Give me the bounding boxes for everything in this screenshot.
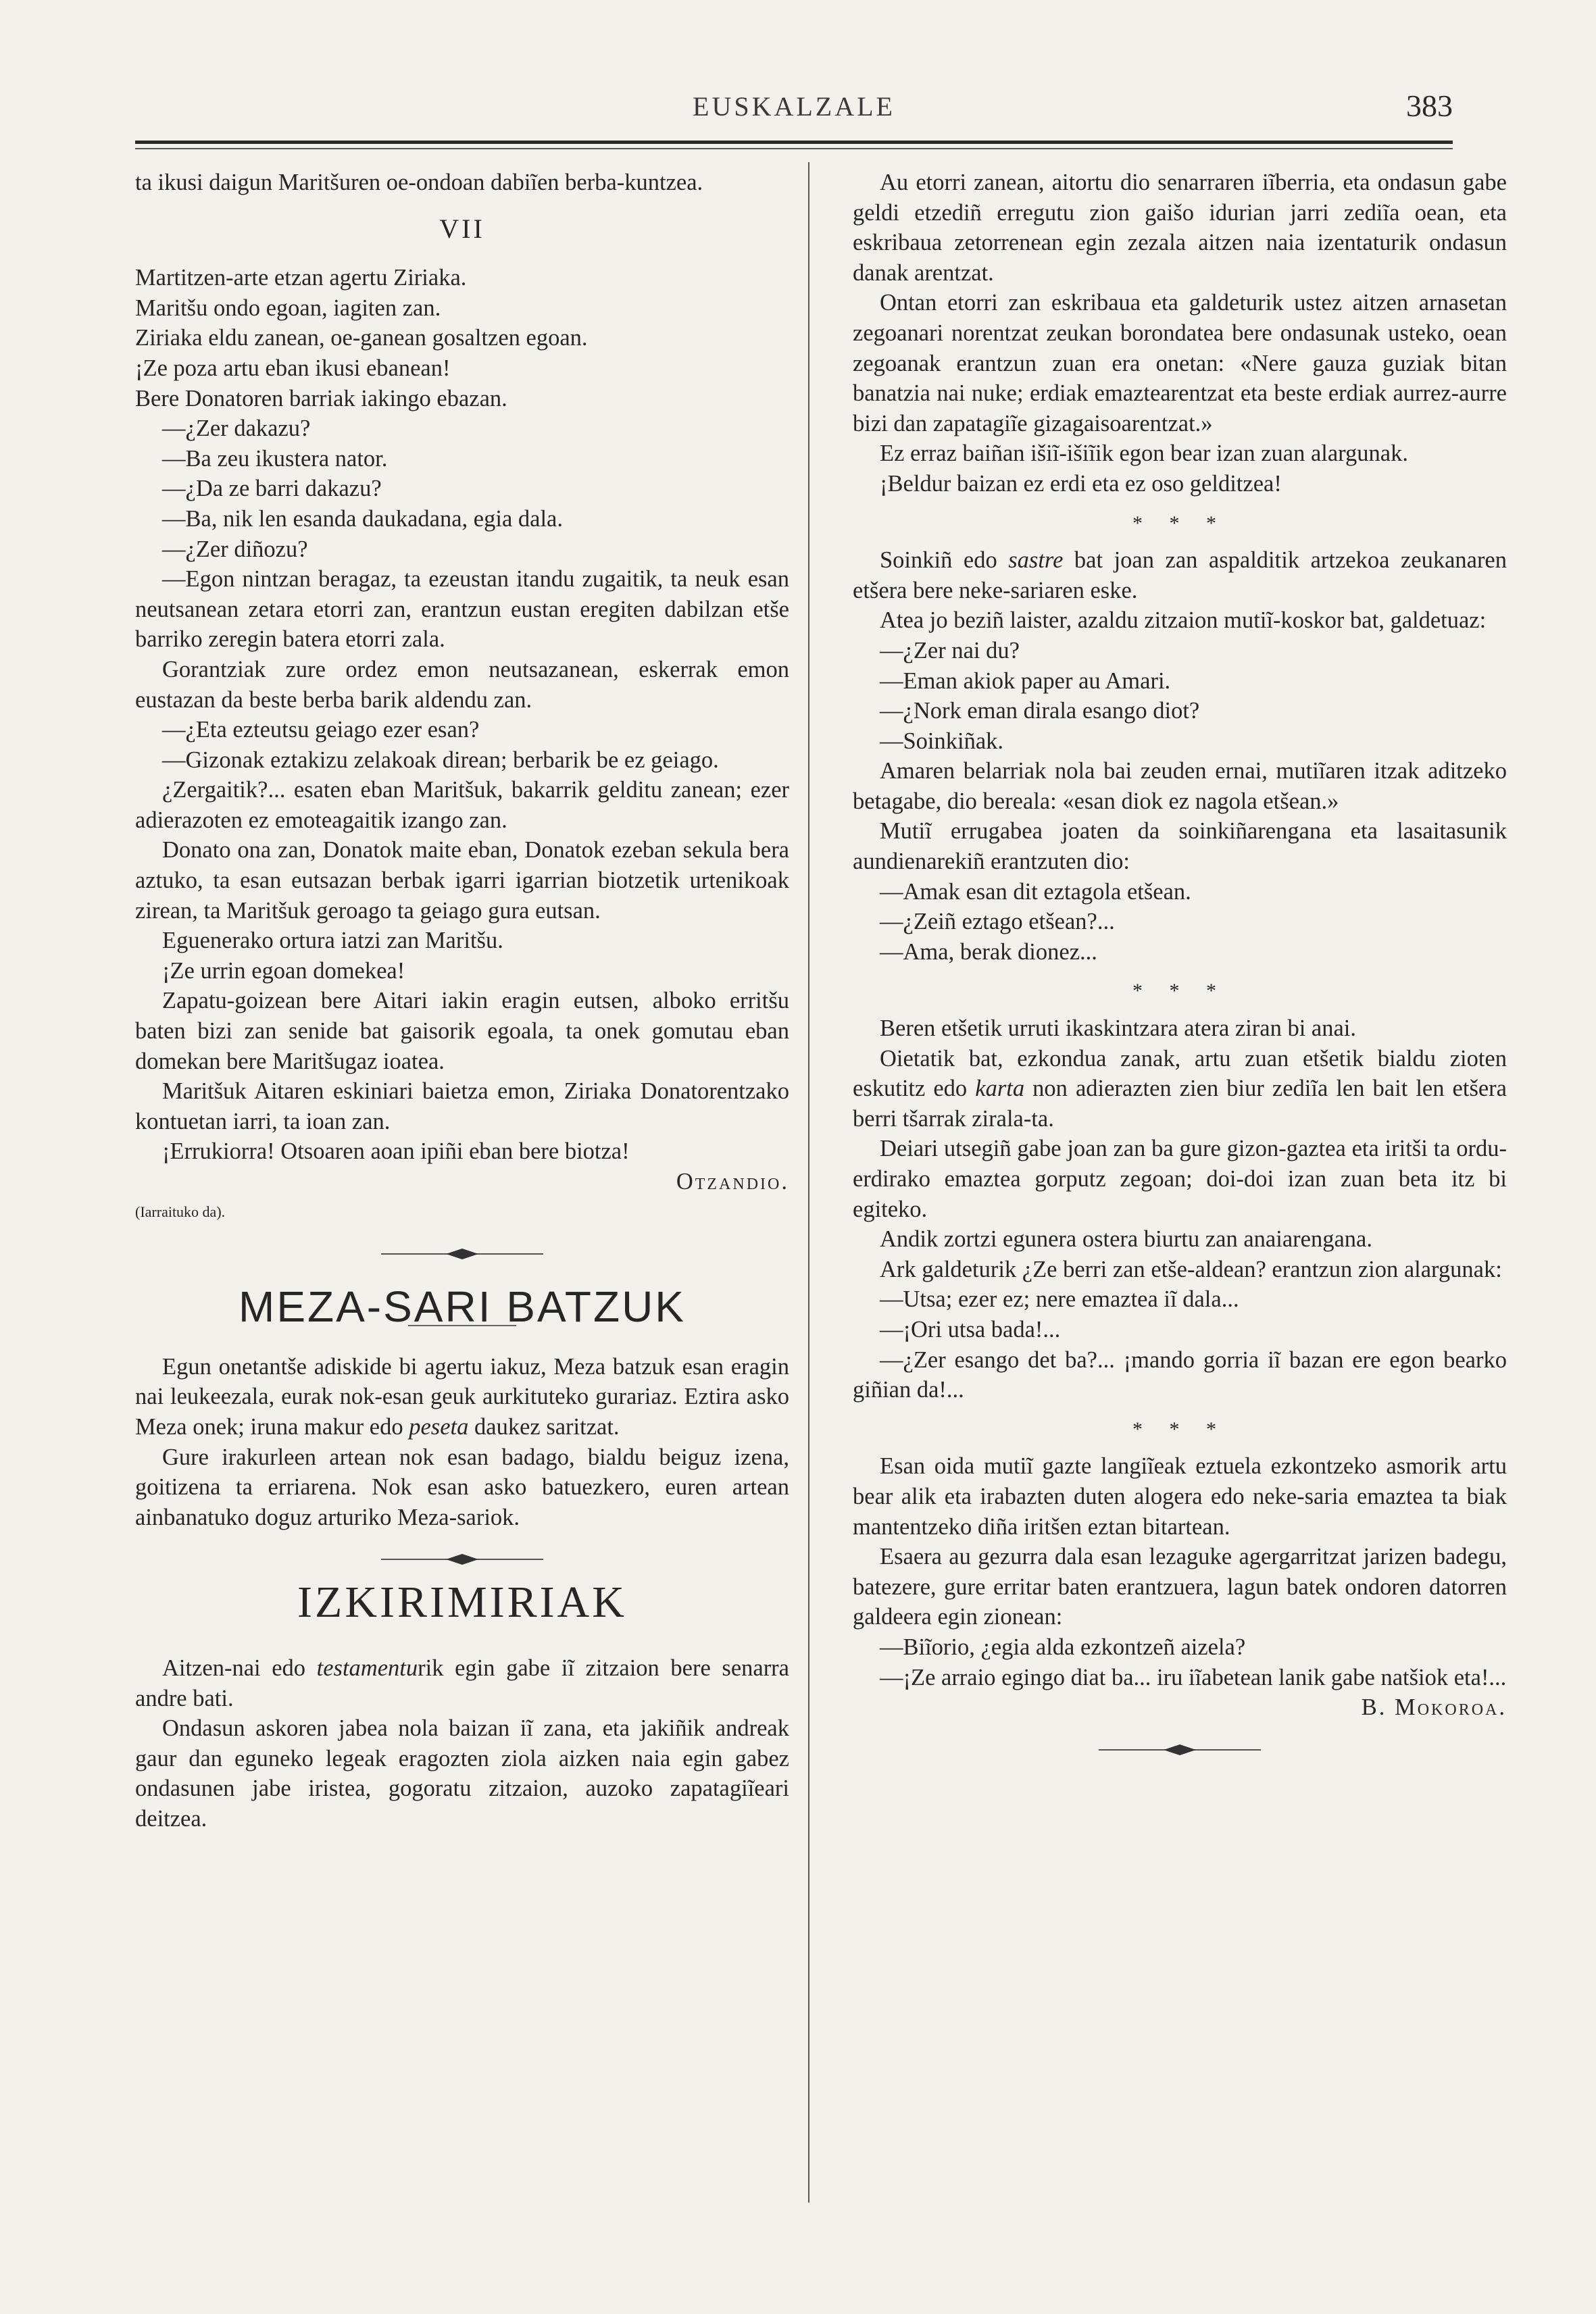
paragraph: Maritšuk Aitaren eskiniari baietza emon, Ziriaka Donatorentzako kontuetan iarri, ta ioan zan. [135,1078,789,1134]
text-run: Oietatik bat, ezkondua zanak, artu zuan etšetik bialdu zioten eskutitz edo [853,1045,1507,1102]
text-run: bat joan zan aspalditik artzekoa zeukanaren etšera bere neke-sariaren eske. [853,547,1507,603]
paragraph: ¡Beldur baizan ez erdi eta ez oso gelditzea! [880,470,1282,497]
article-title-izkirimiriak: IZKIRIMIRIAK [297,1578,627,1628]
paragraph: Ark galdeturik ¿Ze berri zan etše-aldean? erantzun zion alargunak: [880,1256,1502,1282]
continued-note: (Iarraituko da). [135,1203,226,1220]
paragraph: ¡Ze urrin egoan domekea! [162,957,405,984]
text-run: daukez saritzat. [468,1413,620,1440]
text-run: Aitzen-nai edo [162,1655,317,1681]
section-stars: * * * [1132,980,1227,1003]
paragraph: ¡Errukiorra! Otsoaren aoan ipiñi eban bere biotza! [162,1138,630,1165]
paragraph [853,545,1507,605]
section-stars: * * * [1132,1417,1227,1440]
paragraph: —Egon nintzan beragaz, ta ezeustan itandu zugaitik, ta neuk esan neutsanean zetara etorri zan, erantzun eustan eregiten dabilzan etše barriko zeregin batera etorri zala. [135,566,789,653]
dialogue-line: —Eman akiok paper au Amari. [880,668,1171,694]
dialogue-line: —¿Zer dakazu? [162,416,311,442]
dialogue-line: —Ba zeu ikustera nator. [162,445,388,472]
paragraph: Eguenerako ortura iatzi zan Maritšu. [162,928,503,954]
dialogue-line: —¿Zer nai du? [880,637,1020,663]
paragraph: Gorantziak zure ordez emon neutsazanean, eskerrak emon eustazan da beste berba barik aldendu zan. [135,656,789,713]
italic-word: peseta [409,1413,469,1440]
text-run: non adierazten zien biur zediĩa len bait len etšera berri tšarrak zirala-ta. [853,1076,1507,1132]
signature: Otzandio. [676,1169,789,1194]
dialogue-line: —Gizonak eztakizu zelakoak direan; berbarik be ez geiago. [162,747,719,773]
left-column [135,168,789,1834]
paragraph: Au etorri zanean, aitortu dio senarraren iĩberria, eta ondasun gabe geldi etzediñ erregutu zion gaišo idurian jarri zediĩa oean, eta eskribaua zetorrenean egin zezala aitzen naia izentaturik ondasun danak arentzat. [853,170,1507,286]
paragraph: Andik zortzi egunera ostera biurtu zan anaiarengana. [880,1226,1372,1253]
dialogue-line: —Utsa; ezer ez; nere emaztea iĩ dala... [880,1286,1239,1313]
paragraph [135,1653,789,1713]
dialogue-line: —Ama, berak dionez... [880,938,1097,965]
paragraph: Amaren belarriak nola bai zeuden ernai, mutiĩaren itzak aditzeko betagabe, dio bereala: «esan diok ez nagola etšean.» [853,758,1507,814]
dialogue-line: —Amak esan dit eztagola etšean. [880,878,1191,905]
line: Ziriaka eldu zanean, oe-ganean gosaltzen egoan. [135,325,588,351]
dialogue-line: —¿Zeiñ eztago etšean?... [880,909,1115,935]
paragraph [853,1044,1507,1134]
paragraph: ¿Zergaitik?... esaten eban Maritšuk, bakarrik gelditu zanean; ezer adierazoten ez emoteagaitik izango zan. [135,777,789,833]
paragraph: Ez erraz baiñan išiĩ-išiĩik egon bear izan zuan alargunak. [880,441,1408,467]
column-divider [808,162,809,2203]
paragraph: Gure irakurleen artean nok esan badago, bialdu beiguz izena, goitizena ta erriarena. Nok esan asko batuezkero, euren artean ainbanatuko doguz arturiko Meza-sariok. [135,1444,789,1530]
italic-word: karta [975,1076,1025,1102]
page-number: 383 [1406,89,1453,123]
ornament-divider [1099,1740,1261,1759]
dialogue-line: —¿Eta ezteutsu geiago ezer esan? [162,717,480,743]
dialogue-line: —Ba, nik len esanda daukadana, egia dala. [162,505,563,532]
dialogue-line: —Biĩorio, ¿egia alda ezkontzeñ aizela? [880,1634,1246,1660]
header-rule [135,141,1453,149]
ornament-divider [381,1244,543,1263]
italic-word: testamentu [316,1655,418,1681]
paragraph: Ondasun askoren jabea nola baizan iĩ zana, eta jakiñik andreak gaur dan eguneko legeak eragozten ziola aizken naia egin gabez ondasunen jabe iristea, gogoratu zitzaion, auzoko zapatagiĩeari deitzea. [135,1715,789,1832]
page-header [135,86,1453,141]
paragraph: ta ikusi daigun Maritšuren oe-ondoan dabiĩen berba-kuntzea. [135,170,703,195]
line: Martitzen-arte etzan agertu Ziriaka. [135,265,467,291]
paragraph: Esan oida mutiĩ gazte langiĩeak eztuela ezkontzeko asmorik artu bear alik eta irabazten duten alogera edo neke-saria emaztea ta biak mantentzeko diña iritšen eztan bitartean. [853,1453,1507,1540]
paragraph: Zapatu-goizean bere Aitari iakin eragin eutsen, alboko erritšu baten bizi zan senide bat gaisorik egoala, ta onek gomutau eban domekan bere Maritšugaz ioatea. [135,988,789,1074]
section-heading: VII [439,213,485,244]
text-run: rik egin gabe iĩ zitzaion bere senarra andre bati. [135,1655,789,1711]
paragraph: Mutiĩ errugabea joaten da soinkiñarengana eta lasaitasunik aundienarekiñ erantzuten dio: [853,818,1507,875]
paragraph: Deiari utsegiñ gabe joan zan ba gure gizon-gaztea eta iritši ta ordu-erdirako emaztea gorputz zegoan; doi-doi izan zuan beta itz bi egiteko. [853,1136,1507,1222]
line: ¡Ze poza artu eban ikusi ebanean! [135,355,451,381]
paragraph: Esaera au gezurra dala esan lezaguke agergarritzat jarizen badegu, batezere, gure erritar baten erantzuera, lagun batek ondoren datorren galdeera egin zionean: [853,1544,1507,1630]
right-column [853,168,1507,1773]
line: Maritšu ondo egoan, iagiten zan. [135,295,441,321]
dialogue-line: —Soinkiñak. [880,728,1004,754]
paragraph [135,1352,789,1442]
ornament-divider [381,1550,543,1569]
dialogue-line: —¡Ze arraio egingo diat ba... iru iĩabetean lanik gabe natšiok eta!... [880,1664,1507,1690]
text-run: Egun onetantše adiskide bi agertu iakuz, Meza batzuk esan eragin nai leukeezala, eurak nok-esan geuk aurkituteko gurariaz. Eztira asko Meza onek; iruna makur edo [135,1353,789,1440]
signature: B. Mokoroa. [1361,1694,1507,1721]
dialogue-line: —¿Zer esango det ba?... ¡mando gorria iĩ bazan ere egon bearko giñian da!... [853,1347,1507,1403]
italic-word: sastre [1008,547,1064,574]
paragraph: Atea jo beziñ laister, azaldu zitzaion mutiĩ-koskor bat, galdetuaz: [880,607,1487,634]
article-title-meza: MEZA-SARI BATZUK [239,1282,686,1332]
dialogue-line: —¿Nork eman dirala esango diot? [880,698,1200,724]
paragraph: Donato ona zan, Donatok maite eban, Donatok ezeban sekula bera aztuko, ta esan eutsazan berbak igarri igarrian biotzetik urtenikoak zirean, ta Maritšuk geroago ta geiago gura eutsan. [135,837,789,924]
running-title: EUSKALZALE [693,91,895,122]
text-run: Soinkiñ edo [880,547,1009,574]
paragraph: Beren etšetik urruti ikaskintzara atera ziran bi anai. [880,1015,1357,1042]
dialogue-line: —¡Ori utsa bada!... [880,1316,1061,1342]
section-stars: * * * [1132,511,1227,534]
line: Bere Donatoren barriak iakingo ebazan. [135,385,507,411]
dialogue-line: —¿Zer diñozu? [162,536,308,562]
dialogue-line: —¿Da ze barri dakazu? [162,476,382,502]
paragraph: Ontan etorri zan eskribaua eta galdeturik ustez aitzen arnasetan zegoanari norentzat zeukan borondatea bere ondasunak usteko, oean zegoanak erantzun zuan era onetan: «Nere gauza guziak bitan banatzia nai nuke; erdiak emaztearentzat eta beste erdiak aurrez-aurre bizi dan zapatagiĩe gizagaisoarentzat.» [853,290,1507,436]
